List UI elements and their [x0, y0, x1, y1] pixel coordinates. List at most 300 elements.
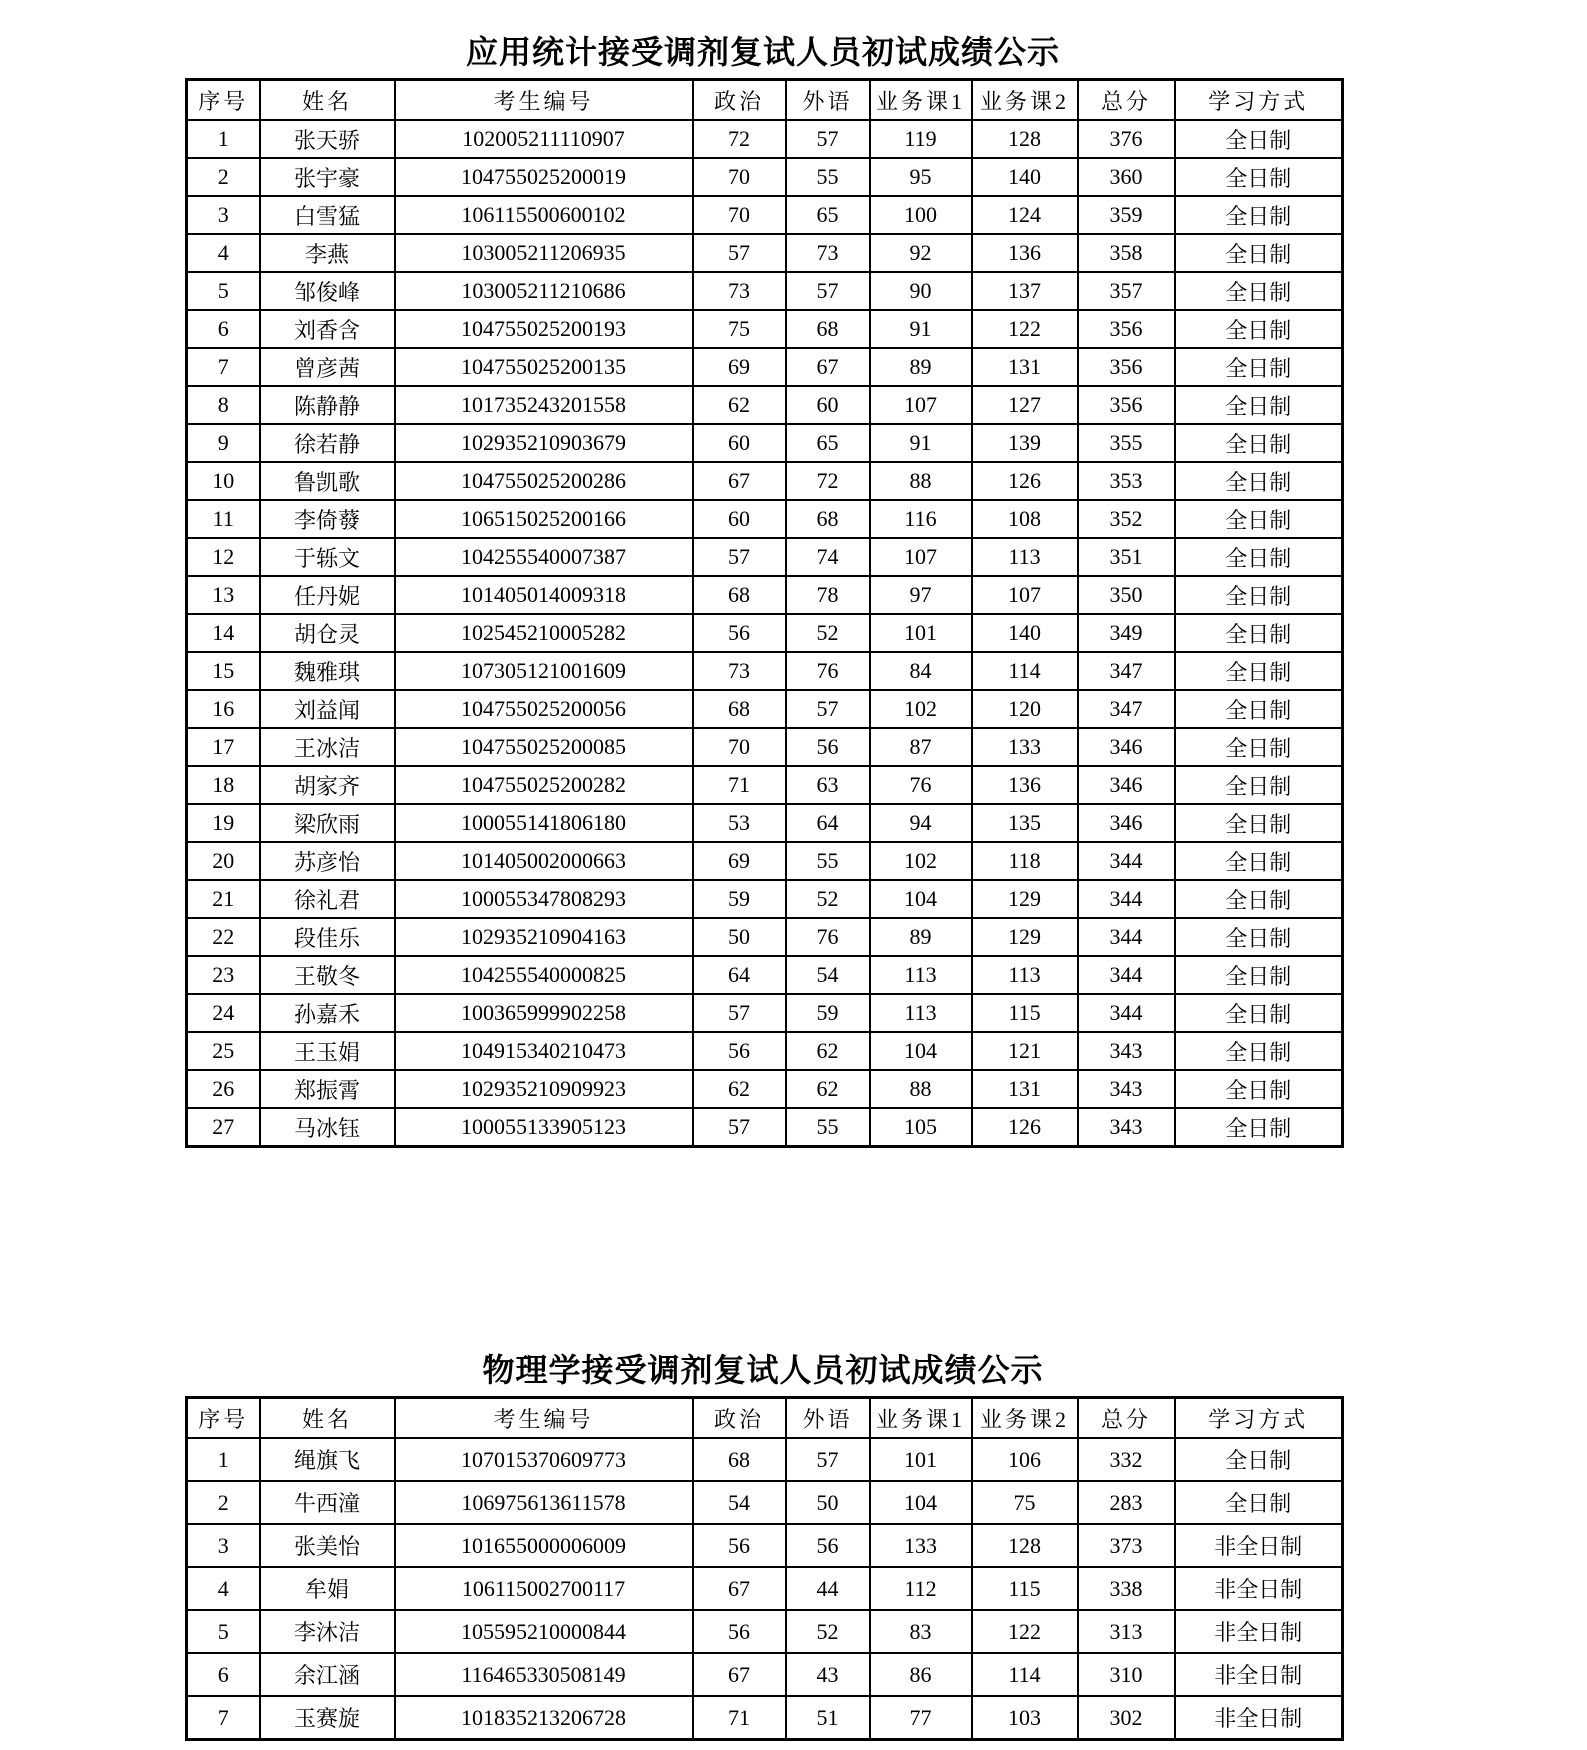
table-cell: 102935210903679 [395, 424, 693, 462]
table-cell: 106515025200166 [395, 500, 693, 538]
table-cell: 338 [1078, 1567, 1175, 1610]
table-cell: 91 [870, 424, 972, 462]
table-cell: 张宇豪 [260, 158, 395, 196]
table-cell: 112 [870, 1567, 972, 1610]
table-cell: 15 [187, 652, 260, 690]
table-cell: 全日制 [1175, 500, 1343, 538]
table-cell: 李倚蕟 [260, 500, 395, 538]
table-cell: 101735243201558 [395, 386, 693, 424]
table-cell: 344 [1078, 842, 1175, 880]
table-cell: 75 [972, 1481, 1078, 1524]
table-cell: 102935210909923 [395, 1070, 693, 1108]
table-row [187, 1567, 1343, 1610]
column-header: 总分 [1078, 1398, 1175, 1439]
table-cell: 全日制 [1175, 158, 1343, 196]
table-cell: 346 [1078, 804, 1175, 842]
table-cell: 郑振霄 [260, 1070, 395, 1108]
table-cell: 113 [870, 956, 972, 994]
table-cell: 113 [870, 994, 972, 1032]
table-cell: 马冰钰 [260, 1108, 395, 1147]
table-cell: 113 [972, 956, 1078, 994]
table-cell: 56 [693, 1032, 786, 1070]
table-cell: 101 [870, 1438, 972, 1481]
table-row [187, 500, 1343, 538]
table-cell: 54 [786, 956, 870, 994]
table-row [187, 1610, 1343, 1653]
table-cell: 344 [1078, 918, 1175, 956]
table-cell: 347 [1078, 690, 1175, 728]
table-cell: 魏雅琪 [260, 652, 395, 690]
table-cell: 121 [972, 1032, 1078, 1070]
table-cell: 70 [693, 728, 786, 766]
table-cell: 62 [786, 1070, 870, 1108]
table-cell: 44 [786, 1567, 870, 1610]
table-row [187, 1070, 1343, 1108]
table-cell: 107 [870, 386, 972, 424]
table-cell: 126 [972, 462, 1078, 500]
table-cell: 136 [972, 234, 1078, 272]
physics-score-table [185, 1396, 1344, 1741]
column-header: 考生编号 [395, 1398, 693, 1439]
table-cell: 101835213206728 [395, 1696, 693, 1740]
table-cell: 346 [1078, 728, 1175, 766]
table-row [187, 1481, 1343, 1524]
table-row [187, 918, 1343, 956]
table-row [187, 728, 1343, 766]
table-cell: 77 [870, 1696, 972, 1740]
column-header: 序号 [187, 1398, 260, 1439]
table-cell: 101655000006009 [395, 1524, 693, 1567]
table-cell: 56 [786, 1524, 870, 1567]
table-cell: 103 [972, 1696, 1078, 1740]
table-cell: 373 [1078, 1524, 1175, 1567]
column-header: 姓名 [260, 80, 395, 121]
column-header: 姓名 [260, 1398, 395, 1439]
table-cell: 356 [1078, 386, 1175, 424]
table-row [187, 804, 1343, 842]
table-cell: 牛西潼 [260, 1481, 395, 1524]
table-cell: 68 [786, 310, 870, 348]
table-cell: 351 [1078, 538, 1175, 576]
table-cell: 76 [786, 918, 870, 956]
table-cell: 55 [786, 158, 870, 196]
table-cell: 23 [187, 956, 260, 994]
table-cell: 邹俊峰 [260, 272, 395, 310]
table-cell: 101405002000663 [395, 842, 693, 880]
table-cell: 59 [786, 994, 870, 1032]
table-cell: 曾彦茜 [260, 348, 395, 386]
table-cell: 106 [972, 1438, 1078, 1481]
table-cell: 101 [870, 614, 972, 652]
table-row [187, 576, 1343, 614]
table-cell: 107 [972, 576, 1078, 614]
table-cell: 104 [870, 1481, 972, 1524]
table-cell: 344 [1078, 880, 1175, 918]
table-cell: 10 [187, 462, 260, 500]
table-cell: 313 [1078, 1610, 1175, 1653]
table-cell: 102545210005282 [395, 614, 693, 652]
table-cell: 非全日制 [1175, 1567, 1343, 1610]
table-cell: 124 [972, 196, 1078, 234]
table-cell: 21 [187, 880, 260, 918]
table-cell: 71 [693, 1696, 786, 1740]
table-cell: 283 [1078, 1481, 1175, 1524]
table-row [187, 386, 1343, 424]
table-cell: 346 [1078, 766, 1175, 804]
applied-statistics-title: 应用统计接受调剂复试人员初试成绩公示 [465, 34, 1060, 70]
table-cell: 359 [1078, 196, 1175, 234]
physics-section [185, 1348, 1341, 1741]
table-cell: 73 [693, 272, 786, 310]
table-cell: 全日制 [1175, 576, 1343, 614]
table-cell: 140 [972, 614, 1078, 652]
table-row [187, 310, 1343, 348]
table-cell: 王冰洁 [260, 728, 395, 766]
column-header: 业务课2 [972, 80, 1078, 121]
table-cell: 17 [187, 728, 260, 766]
table-cell: 68 [786, 500, 870, 538]
table-cell: 57 [693, 234, 786, 272]
table-cell: 全日制 [1175, 424, 1343, 462]
table-cell: 69 [693, 842, 786, 880]
table-cell: 绳旗飞 [260, 1438, 395, 1481]
table-cell: 100365999902258 [395, 994, 693, 1032]
table-cell: 105 [870, 1108, 972, 1147]
table-cell: 108 [972, 500, 1078, 538]
table-cell: 鲁凯歌 [260, 462, 395, 500]
table-cell: 刘益闻 [260, 690, 395, 728]
table-cell: 52 [786, 1610, 870, 1653]
table-cell: 344 [1078, 994, 1175, 1032]
table-cell: 310 [1078, 1653, 1175, 1696]
column-header: 业务课1 [870, 80, 972, 121]
table-cell: 357 [1078, 272, 1175, 310]
table-cell: 6 [187, 1653, 260, 1696]
table-cell: 119 [870, 120, 972, 158]
table-cell: 60 [693, 424, 786, 462]
table-cell: 全日制 [1175, 234, 1343, 272]
table-cell: 343 [1078, 1032, 1175, 1070]
table-cell: 22 [187, 918, 260, 956]
table-cell: 358 [1078, 234, 1175, 272]
table-cell: 347 [1078, 652, 1175, 690]
table-cell: 97 [870, 576, 972, 614]
table-cell: 376 [1078, 120, 1175, 158]
table-cell: 114 [972, 1653, 1078, 1696]
column-header: 业务课2 [972, 1398, 1078, 1439]
table-row [187, 880, 1343, 918]
table-cell: 60 [786, 386, 870, 424]
table-cell: 360 [1078, 158, 1175, 196]
table-row [187, 690, 1343, 728]
table-cell: 16 [187, 690, 260, 728]
table-cell: 全日制 [1175, 956, 1343, 994]
table-cell: 106115002700117 [395, 1567, 693, 1610]
table-cell: 56 [786, 728, 870, 766]
table-cell: 张美怡 [260, 1524, 395, 1567]
table-cell: 非全日制 [1175, 1610, 1343, 1653]
table-row [187, 652, 1343, 690]
table-cell: 刘香含 [260, 310, 395, 348]
table-cell: 94 [870, 804, 972, 842]
table-cell: 非全日制 [1175, 1696, 1343, 1740]
table-cell: 52 [786, 614, 870, 652]
table-row [187, 1696, 1343, 1740]
table-cell: 全日制 [1175, 690, 1343, 728]
table-cell: 7 [187, 1696, 260, 1740]
table-cell: 57 [786, 272, 870, 310]
table-cell: 72 [693, 120, 786, 158]
table-cell: 129 [972, 880, 1078, 918]
table-cell: 全日制 [1175, 538, 1343, 576]
table-cell: 非全日制 [1175, 1653, 1343, 1696]
table-cell: 91 [870, 310, 972, 348]
table-cell: 57 [786, 120, 870, 158]
table-cell: 139 [972, 424, 1078, 462]
table-cell: 131 [972, 1070, 1078, 1108]
table-cell: 52 [786, 880, 870, 918]
table-cell: 64 [786, 804, 870, 842]
table-row [187, 120, 1343, 158]
table-cell: 84 [870, 652, 972, 690]
table-cell: 57 [786, 1438, 870, 1481]
table-cell: 玉赛旋 [260, 1696, 395, 1740]
table-cell: 69 [693, 348, 786, 386]
table-cell: 全日制 [1175, 1438, 1343, 1481]
table-cell: 6 [187, 310, 260, 348]
table-cell: 8 [187, 386, 260, 424]
table-cell: 26 [187, 1070, 260, 1108]
table-cell: 4 [187, 234, 260, 272]
table-cell: 非全日制 [1175, 1524, 1343, 1567]
table-cell: 孙嘉禾 [260, 994, 395, 1032]
table-cell: 120 [972, 690, 1078, 728]
table-row [187, 766, 1343, 804]
column-header: 学习方式 [1175, 80, 1343, 121]
table-cell: 104755025200193 [395, 310, 693, 348]
table-cell: 56 [693, 614, 786, 652]
table-row [187, 1032, 1343, 1070]
table-cell: 57 [693, 538, 786, 576]
table-cell: 302 [1078, 1696, 1175, 1740]
table-cell: 徐若静 [260, 424, 395, 462]
table-cell: 于轹文 [260, 538, 395, 576]
table-cell: 67 [693, 1567, 786, 1610]
table-cell: 62 [693, 386, 786, 424]
table-cell: 106115500600102 [395, 196, 693, 234]
table-cell: 24 [187, 994, 260, 1032]
table-cell: 63 [786, 766, 870, 804]
table-cell: 104 [870, 880, 972, 918]
table-cell: 62 [693, 1070, 786, 1108]
table-cell: 余江涵 [260, 1653, 395, 1696]
table-cell: 127 [972, 386, 1078, 424]
table-cell: 56 [693, 1610, 786, 1653]
table-cell: 25 [187, 1032, 260, 1070]
column-header: 学习方式 [1175, 1398, 1343, 1439]
table-cell: 100055133905123 [395, 1108, 693, 1147]
table-cell: 78 [786, 576, 870, 614]
table-row [187, 272, 1343, 310]
table-cell: 87 [870, 728, 972, 766]
table-cell: 116 [870, 500, 972, 538]
table-cell: 106975613611578 [395, 1481, 693, 1524]
header-row [187, 1398, 1343, 1439]
table-cell: 李沐洁 [260, 1610, 395, 1653]
table-cell: 74 [786, 538, 870, 576]
table-cell: 76 [786, 652, 870, 690]
table-cell: 70 [693, 158, 786, 196]
table-cell: 64 [693, 956, 786, 994]
header-row [187, 80, 1343, 121]
table-cell: 全日制 [1175, 310, 1343, 348]
table-cell: 苏彦怡 [260, 842, 395, 880]
table-cell: 62 [786, 1032, 870, 1070]
table-cell: 102 [870, 842, 972, 880]
table-cell: 全日制 [1175, 652, 1343, 690]
table-cell: 57 [786, 690, 870, 728]
table-cell: 67 [786, 348, 870, 386]
table-cell: 14 [187, 614, 260, 652]
table-cell: 356 [1078, 348, 1175, 386]
table-cell: 104915340210473 [395, 1032, 693, 1070]
table-cell: 73 [786, 234, 870, 272]
table-cell: 344 [1078, 956, 1175, 994]
table-cell: 128 [972, 120, 1078, 158]
table-cell: 13 [187, 576, 260, 614]
table-cell: 53 [693, 804, 786, 842]
table-cell: 102935210904163 [395, 918, 693, 956]
table-cell: 50 [786, 1481, 870, 1524]
table-cell: 103005211210686 [395, 272, 693, 310]
table-cell: 全日制 [1175, 120, 1343, 158]
table-cell: 100055141806180 [395, 804, 693, 842]
table-cell: 343 [1078, 1070, 1175, 1108]
table-cell: 89 [870, 918, 972, 956]
table-cell: 92 [870, 234, 972, 272]
table-cell: 11 [187, 500, 260, 538]
table-cell: 115 [972, 1567, 1078, 1610]
table-row [187, 994, 1343, 1032]
table-cell: 86 [870, 1653, 972, 1696]
table-cell: 20 [187, 842, 260, 880]
column-header: 考生编号 [395, 80, 693, 121]
table-cell: 59 [693, 880, 786, 918]
table-cell: 全日制 [1175, 614, 1343, 652]
table-row [187, 956, 1343, 994]
table-cell: 105595210000844 [395, 1610, 693, 1653]
table-cell: 全日制 [1175, 728, 1343, 766]
table-cell: 136 [972, 766, 1078, 804]
table-cell: 100 [870, 196, 972, 234]
table-cell: 104 [870, 1032, 972, 1070]
table-cell: 65 [786, 424, 870, 462]
table-cell: 131 [972, 348, 1078, 386]
table-cell: 103005211206935 [395, 234, 693, 272]
table-cell: 60 [693, 500, 786, 538]
table-cell: 5 [187, 1610, 260, 1653]
table-cell: 12 [187, 538, 260, 576]
table-cell: 54 [693, 1481, 786, 1524]
column-header: 外语 [786, 1398, 870, 1439]
table-row [187, 538, 1343, 576]
table-cell: 全日制 [1175, 272, 1343, 310]
table-cell: 19 [187, 804, 260, 842]
table-row [187, 614, 1343, 652]
table-cell: 104755025200135 [395, 348, 693, 386]
table-cell: 72 [786, 462, 870, 500]
table-cell: 135 [972, 804, 1078, 842]
table-row [187, 158, 1343, 196]
table-cell: 104255540007387 [395, 538, 693, 576]
column-header: 外语 [786, 80, 870, 121]
table-cell: 2 [187, 1481, 260, 1524]
table-row [187, 462, 1343, 500]
table-cell: 2 [187, 158, 260, 196]
table-cell: 段佳乐 [260, 918, 395, 956]
table-cell: 102005211110907 [395, 120, 693, 158]
table-cell: 50 [693, 918, 786, 956]
table-cell: 122 [972, 310, 1078, 348]
table-cell: 102 [870, 690, 972, 728]
table-cell: 55 [786, 1108, 870, 1147]
table-cell: 107015370609773 [395, 1438, 693, 1481]
table-cell: 全日制 [1175, 462, 1343, 500]
table-cell: 全日制 [1175, 766, 1343, 804]
table-cell: 104755025200282 [395, 766, 693, 804]
table-cell: 全日制 [1175, 1070, 1343, 1108]
table-cell: 133 [870, 1524, 972, 1567]
table-cell: 113 [972, 538, 1078, 576]
table-cell: 牟娟 [260, 1567, 395, 1610]
table-cell: 332 [1078, 1438, 1175, 1481]
table-cell: 4 [187, 1567, 260, 1610]
table-cell: 350 [1078, 576, 1175, 614]
applied-statistics-section [185, 30, 1341, 1148]
table-cell: 101405014009318 [395, 576, 693, 614]
table-cell: 100055347808293 [395, 880, 693, 918]
table-cell: 张天骄 [260, 120, 395, 158]
table-row [187, 1653, 1343, 1696]
table-cell: 137 [972, 272, 1078, 310]
table-cell: 1 [187, 120, 260, 158]
table-cell: 全日制 [1175, 842, 1343, 880]
table-cell: 51 [786, 1696, 870, 1740]
table-cell: 133 [972, 728, 1078, 766]
column-header: 总分 [1078, 80, 1175, 121]
table-cell: 全日制 [1175, 1032, 1343, 1070]
table-cell: 3 [187, 196, 260, 234]
table-cell: 88 [870, 1070, 972, 1108]
table-cell: 梁欣雨 [260, 804, 395, 842]
table-cell: 68 [693, 690, 786, 728]
table-cell: 43 [786, 1653, 870, 1696]
table-cell: 88 [870, 462, 972, 500]
table-cell: 343 [1078, 1108, 1175, 1147]
table-cell: 67 [693, 462, 786, 500]
table-cell: 122 [972, 1610, 1078, 1653]
physics-title: 物理学接受调剂复试人员初试成绩公示 [482, 1352, 1044, 1388]
table-cell: 56 [693, 1524, 786, 1567]
table-row [187, 196, 1343, 234]
column-header: 序号 [187, 80, 260, 121]
table-cell: 胡家齐 [260, 766, 395, 804]
table-cell: 胡仓灵 [260, 614, 395, 652]
table-cell: 68 [693, 576, 786, 614]
table-cell: 白雪猛 [260, 196, 395, 234]
column-header: 政治 [693, 80, 786, 121]
table-row [187, 1524, 1343, 1567]
